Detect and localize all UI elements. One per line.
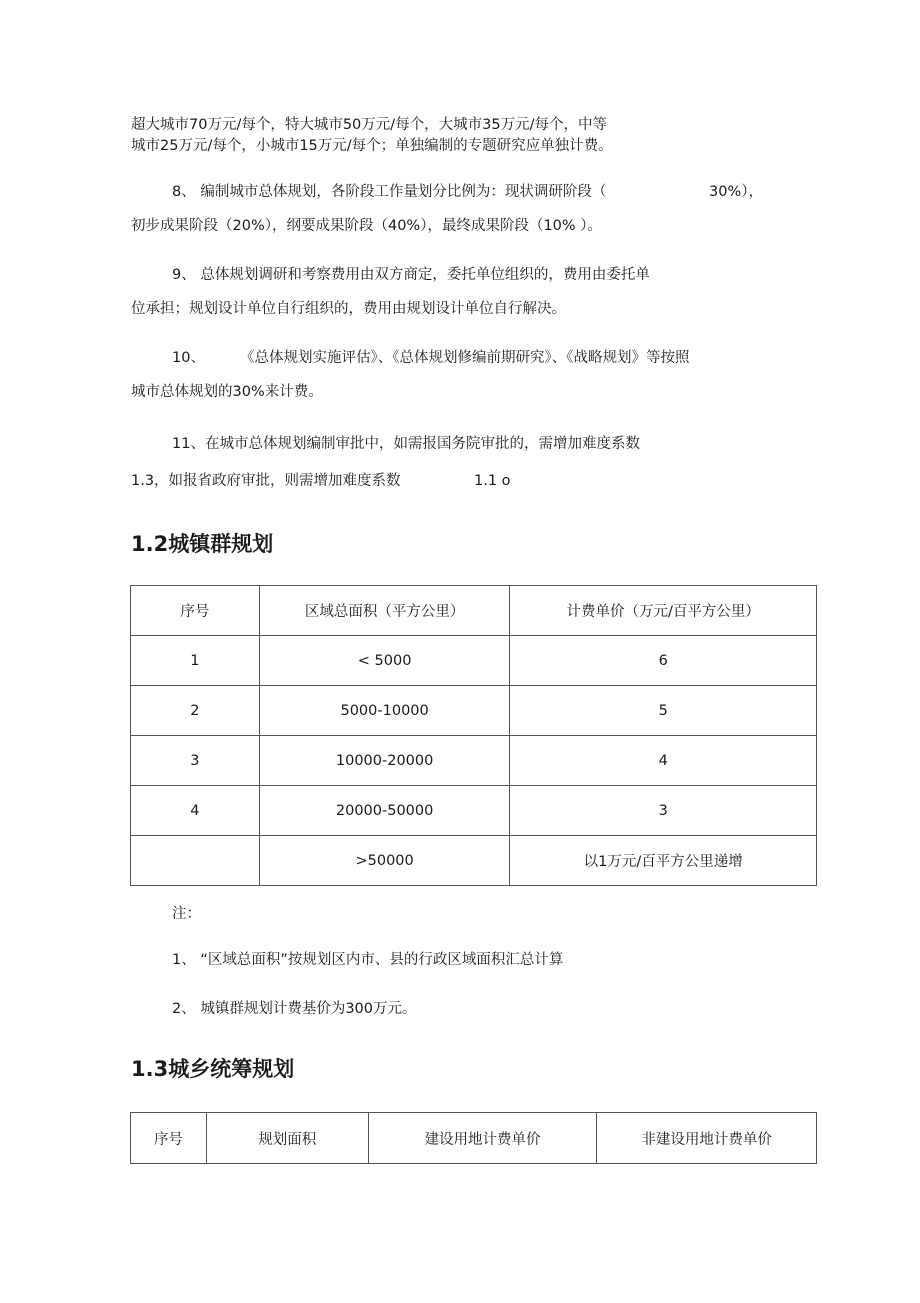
table-cell: 20000-50000 [259,786,510,836]
paragraph-8-line-1: 8、 编制城市总体规划，各阶段工作量划分比例为：现状调研阶段（ [172,184,607,200]
column-header: 序号 [131,586,260,636]
column-header: 规划面积 [206,1113,368,1164]
table-cell: 2 [131,686,260,736]
note-label: 注： [172,906,201,922]
paragraph-7-line-2: 城市25万元/每个，小城市15万元/每个；单独编制的专题研究应单独计费。 [131,138,613,154]
column-header: 建设用地计费单价 [368,1113,597,1164]
paragraph-11-line-2: 1.3，如报省政府审批，则需增加难度系数 [131,473,401,489]
table-cell: 3 [131,736,260,786]
table-row [131,786,817,836]
urban-rural-fee-table [130,1112,817,1164]
table-cell: 5 [510,686,817,736]
note-item-1: 1、 “区域总面积”按规划区内市、县的行政区域面积汇总计算 [172,952,564,968]
paragraph-7-line-1: 超大城市70万元/每个，特大城市50万元/每个，大城市35万元/每个，中等 [131,117,608,133]
section-1-3-heading: 1.3城乡统筹规划 [131,1057,295,1081]
table-cell: 6 [510,636,817,686]
table-cell: 10000-20000 [259,736,510,786]
table-cell: 5000-10000 [259,686,510,736]
section-1-2-heading: 1.2城镇群规划 [131,532,274,556]
table-cell: >50000 [259,836,510,886]
table-cell: 3 [510,786,817,836]
table-cell: 4 [510,736,817,786]
table-cell [131,836,260,886]
column-header: 序号 [131,1113,207,1164]
table-row [131,686,817,736]
column-header: 区域总面积（平方公里） [259,586,510,636]
paragraph-11-line-2-end: 1.1 o [474,473,511,489]
table-row [131,736,817,786]
paragraph-10-line-1: 《总体规划实施评估》、《总体规划修编前期研究》、《战略规划》等按照 [240,350,690,366]
table-header-row [131,1113,817,1164]
paragraph-8-line-2: 初步成果阶段（20%），纲要成果阶段（40%），最终成果阶段（10% ）。 [131,218,603,234]
table-cell: 4 [131,786,260,836]
paragraph-10-number: 10、 [172,350,205,366]
table-cell: < 5000 [259,636,510,686]
paragraph-8-line-1-end: 30%）， [709,184,763,200]
paragraph-9-line-1: 9、 总体规划调研和考察费用由双方商定，委托单位组织的，费用由委托单 [172,267,650,283]
paragraph-9-line-2: 位承担；规划设计单位自行组织的，费用由规划设计单位自行解决。 [131,301,566,317]
table-cell: 1 [131,636,260,686]
note-item-2: 2、 城镇群规划计费基价为300万元。 [172,1001,417,1017]
table-row [131,636,817,686]
column-header: 计费单价（万元/百平方公里） [510,586,817,636]
paragraph-10-line-2: 城市总体规划的30%来计费。 [131,384,323,400]
column-header: 非建设用地计费单价 [597,1113,817,1164]
table-cell: 以1万元/百平方公里递增 [510,836,817,886]
table-row [131,836,817,886]
table-header-row [131,586,817,636]
urban-cluster-fee-table [130,585,817,886]
paragraph-11-line-1: 11、在城市总体规划编制审批中，如需报国务院审批的，需增加难度系数 [172,436,640,452]
